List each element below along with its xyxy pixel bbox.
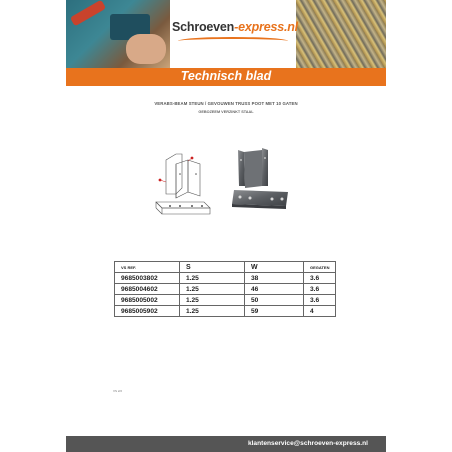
cell-ref: 9685003802 [115,273,180,284]
footer-email[interactable]: klantenservice@schroeven-express.nl [247,440,368,447]
cell-ref: 9685005902 [115,306,180,317]
cell-holes: 3.6 [304,273,336,284]
cell-holes: 3.6 [304,284,336,295]
screws-photo [296,0,386,68]
table-row [115,295,336,306]
cell-holes: 4 [304,306,336,317]
header-holes: GEGATEN [304,262,336,273]
cell-holes: 3.6 [304,295,336,306]
technical-sheet [66,0,386,452]
header-w: W [245,262,304,273]
header-banner [66,0,386,68]
title-bar [66,68,386,86]
cell-s: 1.25 [180,273,245,284]
cell-w: 38 [245,273,304,284]
cell-s: 1.25 [180,284,245,295]
spec-table [114,261,336,317]
cell-w: 59 [245,306,304,317]
cell-w: 50 [245,295,304,306]
brand-logo [172,20,298,34]
logo-accent-text: -express.nl [234,20,298,34]
tools-photo [66,0,170,68]
page-footnote: VS 2/2 [113,389,123,393]
product-material: GEBOZEEM VERZINKT STAAL [198,110,254,114]
cell-s: 1.25 [180,295,245,306]
logo-area [170,0,296,68]
cell-ref: 9685004602 [115,284,180,295]
table-header-row [115,262,336,273]
header-ref: VS REF. [115,262,180,273]
table-row [115,306,336,317]
technical-drawing [152,146,216,226]
logo-main-text: Schroeven [172,20,235,34]
logo-swoosh [178,37,288,45]
page-title: Technisch blad [180,69,272,83]
cell-s: 1.25 [180,306,245,317]
table-row [115,273,336,284]
product-subtitle: VERABS-BEAM STEUN / GEVOUWEN TRUSS POOT MET 10 GATEN [154,101,298,106]
header-s: S [180,262,245,273]
cell-w: 46 [245,284,304,295]
footer-bar [66,436,386,452]
table-row [115,284,336,295]
cell-ref: 9685005002 [115,295,180,306]
product-photo [228,146,294,226]
